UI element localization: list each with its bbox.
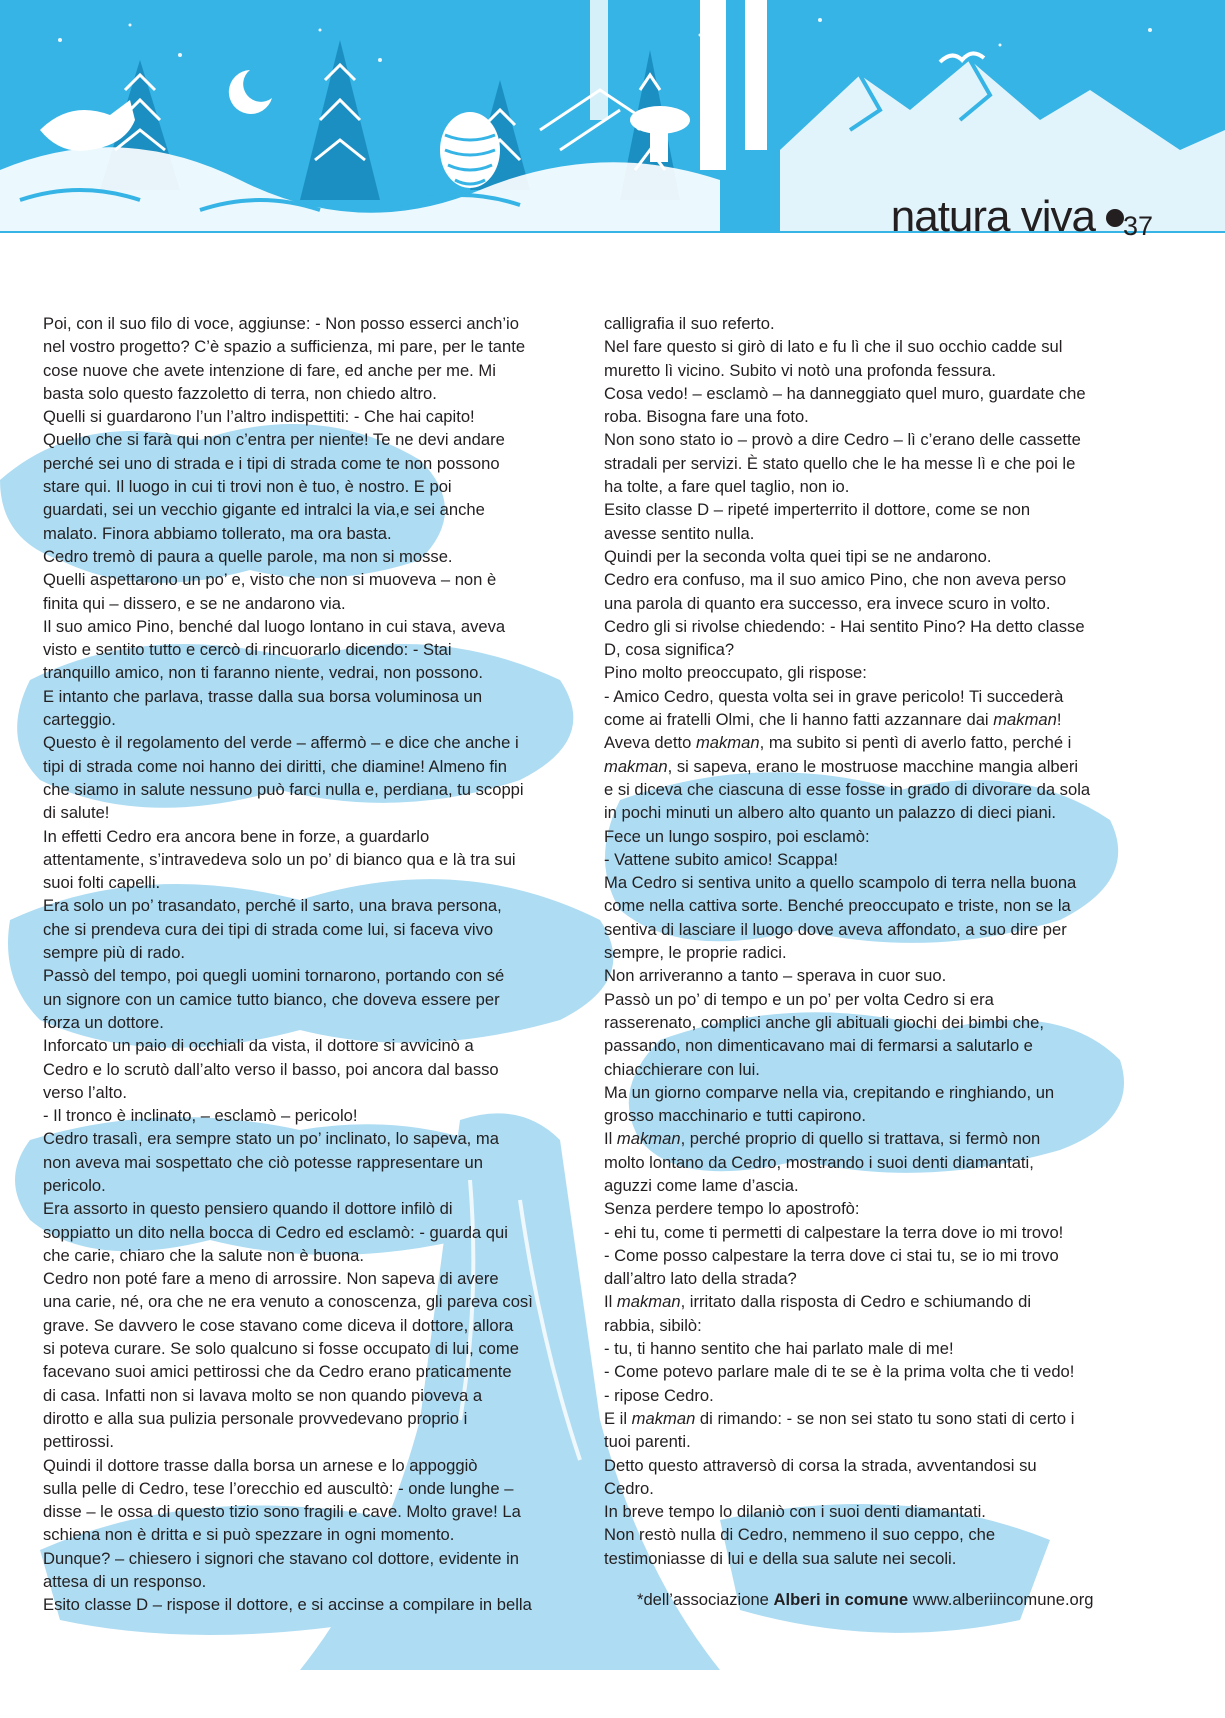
author-credit (637, 1588, 1094, 1611)
text-line: Cedro. (604, 1478, 654, 1498)
text-line: - tu, ti hanno sentito che hai parlato male di me! (604, 1339, 954, 1359)
text-line: Cedro trasalì, era sempre stato un po’ inclinato, lo sapeva, ma (43, 1129, 499, 1149)
text-line: un signore con un camice tutto bianco, che doveva essere per (43, 989, 500, 1009)
text-line: Quindi il dottore trasse dalla borsa un arnese e lo appoggiò (43, 1455, 478, 1475)
text-line: roba. Bisogna fare una foto. (604, 407, 809, 427)
text-line: passando, non dimenticavano mai di fermarsi a salutarlo e (604, 1036, 1033, 1056)
text-line: di casa. Infatti non si lavava molto se non quando pioveva a (43, 1385, 483, 1405)
text-line: sempre, le proprie radici. (604, 943, 787, 963)
text-line: attesa di un responso. (43, 1572, 207, 1592)
text-line: Detto questo attraversò di corsa la strada, avventandosi su (604, 1455, 1037, 1475)
text-line: Senza perdere tempo lo apostrofò: (604, 1199, 860, 1219)
text-line: aguzzi come lame d’ascia. (604, 1175, 799, 1195)
text-line: verso l’alto. (43, 1082, 127, 1102)
text-line: una carie, né, ora che ne era venuto a conoscenza, gli pareva così (43, 1292, 533, 1312)
text-line: e si diceva che ciascuna di esse fosse in grado di divorare da sola (604, 779, 1091, 799)
article-right-column (604, 312, 1144, 1570)
text-line: stradali per servizi. È stato quello che le ha messe lì e che poi le (604, 453, 1076, 473)
text-line: - Come potevo parlare male di te se è la prima volta che ti vedo! (604, 1362, 1075, 1382)
text-line: cose nuove che avete intenzione di fare, ed anche per me. Mi (43, 360, 496, 380)
text-line: - Amico Cedro, questa volta sei in grave pericolo! Ti succederà (604, 686, 1064, 706)
text-line: come ai fratelli Olmi, che li hanno fatti azzannare dai makman! (604, 710, 1062, 730)
text-line: - Il tronco è inclinato, – esclamò – pericolo! (43, 1106, 358, 1126)
text-line: che carie, chiaro che la salute non è buona. (43, 1245, 365, 1265)
text-line: Aveva detto makman, ma subito si pentì di averlo fatto, perché i (604, 733, 1072, 753)
text-line: Fece un lungo sospiro, poi esclamò: (604, 826, 870, 846)
article-left-column (43, 312, 583, 1617)
text-line: In breve tempo lo dilaniò con i suoi denti diamantati. (604, 1502, 986, 1522)
text-line: testimoniasse di lui e della sua salute nei secoli. (604, 1548, 957, 1568)
section-title: natura viva (890, 192, 1095, 241)
text-line: Cosa vedo! – esclamò – ha danneggiato quel muro, guardate che (604, 383, 1086, 403)
text-line: suoi folti capelli. (43, 873, 161, 893)
text-line: calligrafia il suo referto. (604, 314, 775, 333)
text-line: sulla pelle di Cedro, tese l’orecchio ed auscultò: - onde lunghe – (43, 1478, 514, 1498)
text-line: disse – le ossa di questo tizio sono fragili e cave. Molto grave! La (43, 1502, 521, 1522)
text-line: guardati, sei un vecchio gigante ed intralci la via,e sei anche (43, 500, 485, 520)
text-line: di salute! (43, 803, 110, 823)
text-line: Esito classe D – rispose il dottore, e si accinse a compilare in bella (43, 1595, 532, 1615)
text-line: Dunque? – chiesero i signori che stavano col dottore, evidente in (43, 1548, 519, 1568)
text-line: Non restò nulla di Cedro, nemmeno il suo ceppo, che (604, 1525, 996, 1545)
text-line: malato. Finora abbiamo tollerato, ma ora basta. (43, 523, 392, 543)
text-line: Questo è il regolamento del verde – affermò – e dice che anche i (43, 733, 519, 753)
text-line: Cedro gli si rivolse chiedendo: - Hai sentito Pino? Ha detto classe (604, 616, 1085, 636)
text-line: Pino molto preoccupato, gli rispose: (604, 663, 867, 683)
text-line: grave. Se davvero le cose stavano come diceva il dottore, allora (43, 1315, 514, 1335)
text-line: - ripose Cedro. (604, 1385, 714, 1405)
text-line: Il suo amico Pino, benché dal luogo lontano in cui stava, aveva (43, 616, 506, 636)
text-line: In effetti Cedro era ancora bene in forze, a guardarlo (43, 826, 430, 846)
text-line: Passò un po’ di tempo e un po’ per volta Cedro si era (604, 989, 994, 1009)
text-line: E intanto che parlava, trasse dalla sua borsa voluminosa un (43, 686, 483, 706)
page-number: 37 (1122, 211, 1153, 241)
text-line: basta solo questo fazzoletto di terra, non chiedo altro. (43, 383, 437, 403)
text-line: sempre più di rado. (43, 943, 186, 963)
text-line: D, cosa significa? (604, 640, 735, 660)
text-line: Ma un giorno comparve nella via, crepitando e ringhiando, un (604, 1082, 1055, 1102)
text-line: visto e sentito tutto e cercò di rincuorarlo dicendo: - Stai (43, 640, 452, 660)
text-line: in pochi minuti un albero alto quanto un palazzo di dieci piani. (604, 803, 1057, 823)
text-line: facevano suoi amici pettirossi che da Cedro erano praticamente (43, 1362, 512, 1382)
text-line: si poteva curare. Se solo qualcuno si fosse occupato di lui, come (43, 1339, 519, 1359)
text-line: Cedro e lo scrutò dall’alto verso il basso, poi ancora dal basso (43, 1059, 499, 1079)
text-line: chiacchierare con lui. (604, 1059, 760, 1079)
text-line: non aveva mai sospettato che ciò potesse rappresentare un (43, 1152, 484, 1172)
text-line: rabbia, sibilò: (604, 1315, 702, 1335)
text-line: Esito classe D – ripeté imperterrito il dottore, come se non (604, 500, 1031, 520)
text-line: Nel fare questo si girò di lato e fu lì che il suo occhio cadde sul (604, 337, 1063, 357)
text-line: avesse sentito nulla. (604, 523, 755, 543)
text-line: che siamo in salute nessuno può farci nulla e, perdiana, tu scoppi (43, 779, 524, 799)
text-line: pericolo. (43, 1175, 106, 1195)
text-line: carteggio. (43, 710, 116, 730)
text-line: Cedro non poté fare a meno di arrossire. Non sapeva di avere (43, 1269, 499, 1289)
text-line: - Vattene subito amico! Scappa! (604, 849, 838, 869)
text-line: Il makman, irritato dalla risposta di Cedro e schiumando di (604, 1292, 1032, 1312)
text-line: Era solo un po’ trasandato, perché il sarto, una brava persona, (43, 896, 502, 916)
text-line: come nella cattiva sorte. Benché preoccupato e triste, non se la (604, 896, 1071, 916)
text-line: Cedro tremò di paura a quelle parole, ma non si mosse. (43, 546, 453, 566)
text-line: dirotto e alla sua pulizia personale provvedevano proprio i (43, 1408, 468, 1428)
text-line: makman, si sapeva, erano le mostruose macchine mangia alberi (604, 756, 1079, 776)
text-line: muretto lì vicino. Subito vi notò una profonda fessura. (604, 360, 997, 380)
text-line: Cedro era confuso, ma il suo amico Pino, che non aveva perso (604, 570, 1067, 590)
text-line: tuoi parenti. (604, 1432, 691, 1452)
text-line: tipi di strada come noi hanno dei diritti, che diamine! Almeno fin (43, 756, 507, 776)
text-line: Poi, con il suo filo di voce, aggiunse: - Non posso esserci anch’io (43, 314, 519, 333)
text-line: grosso macchinario e tutti capirono. (604, 1106, 866, 1126)
credit-prefix: *dell’associazione (637, 1590, 774, 1609)
text-line: Quelli aspettarono un po’ e, visto che non si muoveva – non è (43, 570, 497, 590)
text-line: una parola di quanto era successo, era invece scuro in volto. (604, 593, 1051, 613)
text-line: soppiatto un dito nella bocca di Cedro ed esclamò: - guarda qui (43, 1222, 508, 1242)
text-line: molto lontano da Cedro, mostrando i suoi denti diamantati, (604, 1152, 1034, 1172)
text-line: schiena non è dritta e si può spezzare in ogni momento. (43, 1525, 455, 1545)
text-line: dall’altro lato della strada? (604, 1269, 797, 1289)
credit-organization: Alberi in comune (773, 1590, 909, 1609)
credit-website: www.alberiincomune.org (908, 1590, 1094, 1609)
text-line: - ehi tu, come ti permetti di calpestare la terra dove io mi trovo! (604, 1222, 1064, 1242)
section-bullet (1106, 209, 1124, 227)
text-line: finita qui – dissero, e se ne andarono via. (43, 593, 346, 613)
text-line: stare qui. Il luogo in cui ti trovi non è tuo, è nostro. E poi (43, 477, 452, 497)
text-line: Quindi per la seconda volta quei tipi se ne andarono. (604, 546, 992, 566)
text-line: che si prendeva cura dei tipi di strada come lui, si faceva vivo (43, 919, 494, 939)
text-line: perché sei uno di strada e i tipi di strada come te non possono (43, 453, 500, 473)
text-line: Il makman, perché proprio di quello si trattava, si fermò non (604, 1129, 1041, 1149)
text-line: - Come posso calpestare la terra dove ci stai tu, se io mi trovo (604, 1245, 1059, 1265)
text-line: pettirossi. (43, 1432, 115, 1452)
text-line: Non sono stato io – provò a dire Cedro – lì c’erano delle cassette (604, 430, 1081, 450)
text-line: rasserenato, complici anche gli abituali giochi dei bimbi che, (604, 1012, 1044, 1032)
text-line: Quelli si guardarono l’un l’altro indispettiti: - Che hai capito! (43, 407, 475, 427)
text-line: attentamente, s’intravedeva solo un po’ di bianco qua e là tra sui (43, 849, 516, 869)
text-line: tranquillo amico, non ti faranno niente, vedrai, non possono. (43, 663, 484, 683)
text-line: Inforcato un paio di occhiali da vista, il dottore si avvicinò a (43, 1036, 474, 1056)
text-line: Quello che si farà qui non c’entra per niente! Te ne devi andare (43, 430, 505, 450)
text-line: Ma Cedro si sentiva unito a quello scampolo di terra nella buona (604, 873, 1077, 893)
text-line: forza un dottore. (43, 1012, 164, 1032)
text-line: Era assorto in questo pensiero quando il dottore infilò di (43, 1199, 453, 1219)
text-line: ha tolte, a fare quel taglio, non io. (604, 477, 850, 497)
text-line: Passò del tempo, poi quegli uomini tornarono, portando con sé (43, 966, 505, 986)
text-line: sentiva di lasciare il luogo dove aveva affondato, a suo dire per (604, 919, 1067, 939)
text-line: E il makman di rimando: - se non sei stato tu sono stati di certo i (604, 1408, 1075, 1428)
text-line: Non arriveranno a tanto – sperava in cuor suo. (604, 966, 947, 986)
text-line: nel vostro progetto? C’è spazio a sufficienza, mi pare, per le tante (43, 337, 526, 357)
